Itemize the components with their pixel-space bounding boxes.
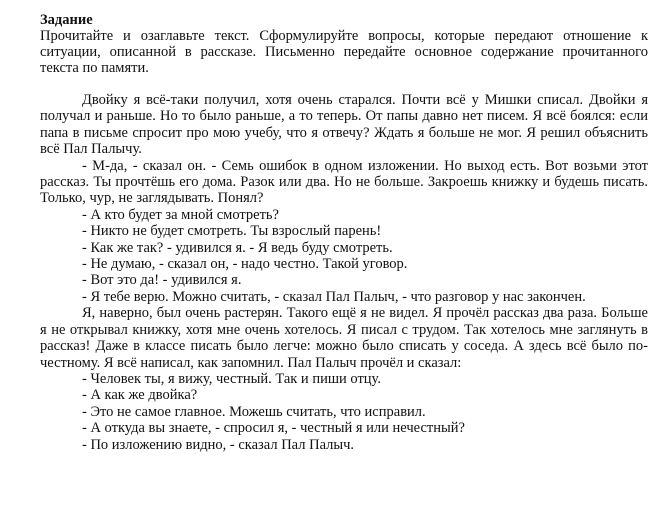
assignment-heading: Задание <box>40 12 93 28</box>
dialogue-line: - Я тебе верю. Можно считать, - сказал Пал Палыч, - что разговор у нас закончен. <box>82 288 586 305</box>
dialogue-line: - Не думаю, - сказал он, - надо честно. Такой уговор. <box>82 256 408 273</box>
dialogue-line: - Вот это да! - удивился я. <box>82 272 242 289</box>
dialogue-line: - Никто не будет смотреть. Ты взрослый парень! <box>82 223 382 240</box>
dialogue-line: - М-да, - сказал он. - Семь ошибок в одном изложении. Но выход есть. Вот возьми этот рассказ. Ты прочтёшь его дома. Разок или два. Но не больше. Закроешь книжку и будешь писать. Только, чур, не заглядывать. Понял? <box>40 157 648 207</box>
dialogue-line: - А кто будет за мной смотреть? <box>82 206 279 223</box>
assignment-instructions: Прочитайте и озаглавьте текст. Сформулируйте вопросы, которые передают отношение к ситуации, описанной в рассказе. Письменно передайте основное содержание прочитанного текста по памяти. <box>40 28 648 76</box>
dialogue-line: - Как же так? - удивился я. - Я ведь буду смотреть. <box>82 239 393 256</box>
dialogue-line: - Это не самое главное. Можешь считать, что исправил. <box>82 403 426 420</box>
spacer <box>40 76 648 92</box>
dialogue-line: - А откуда вы знаете, - спросил я, - честный я или нечестный? <box>82 420 465 437</box>
dialogue-line: - А как же двойка? <box>82 387 198 404</box>
dialogue-line: - Человек ты, я вижу, честный. Так и пиши отцу. <box>82 370 381 387</box>
story-paragraph: Я, наверно, был очень растерян. Такого ещё я не видел. Я прочёл рассказ два раза. Больше я не открывал книжку, хотя мне очень хотелось. Я писал с трудом. Так хотелось мне заглянуть в рассказ! Даже в классе писать было легче: можно было списать у соседа. А здесь всё было по-честному. Я всё написал, как запомнил. Пал Палыч прочёл и сказал: <box>40 305 648 371</box>
dialogue-line: - По изложению видно, - сказал Пал Палыч. <box>82 436 355 453</box>
story-paragraph: Двойку я всё-таки получил, хотя очень старался. Почти всё у Мишки списал. Двойки я получал и раньше. Но то было раньше, а то теперь. От папы давно нет писем. Я всё боялся: если папа в письме спросит про мою учебу, что я отвечу? Ждать я больше не мог. Я решил объяснить всё Пал Палычу. <box>40 92 648 158</box>
